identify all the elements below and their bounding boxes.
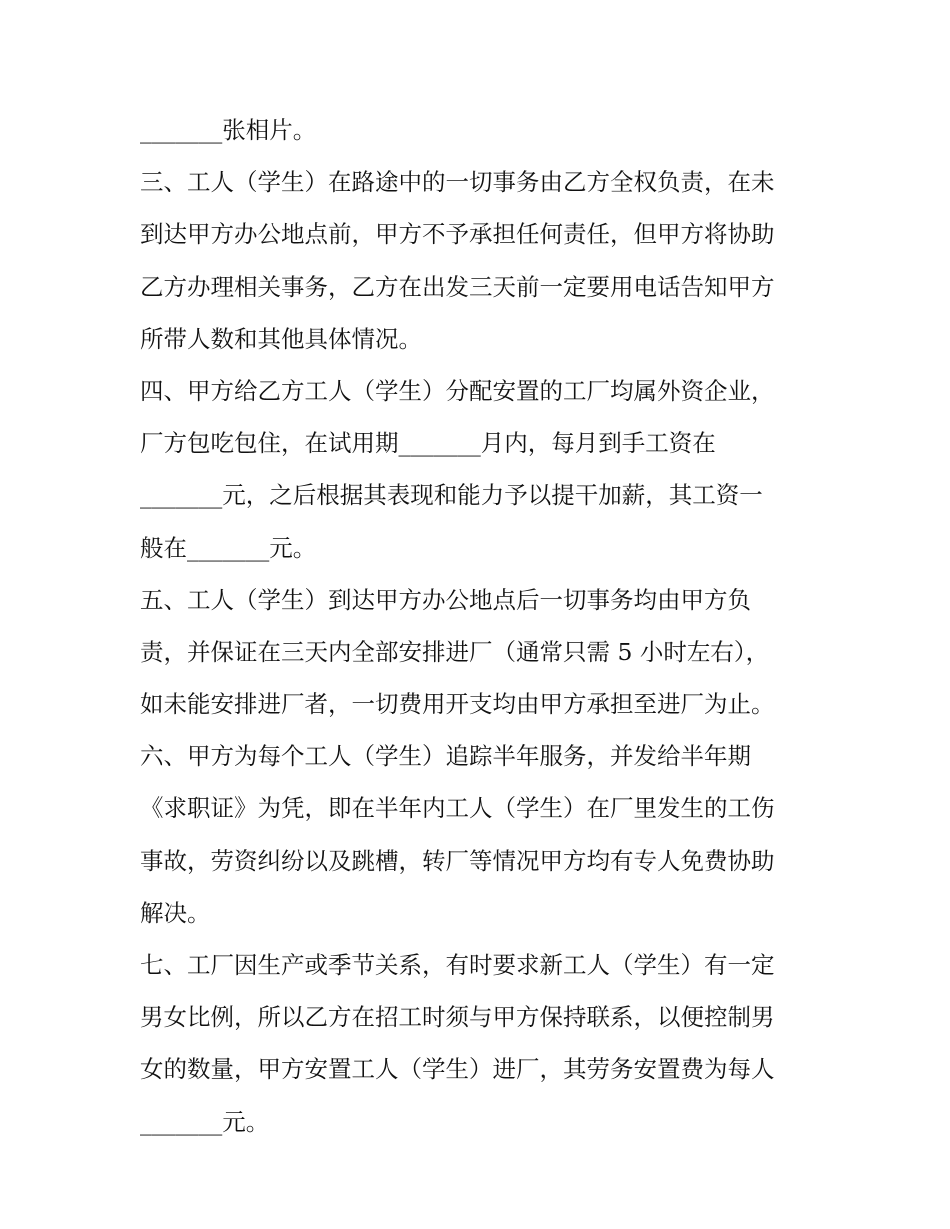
text-line: 责，并保证在三天内全部安排进厂（通常只需 5 小时左右）， (140, 637, 770, 666)
text-line: 到达甲方办公地点前，甲方不予承担任何责任，但甲方将协助 (140, 220, 775, 249)
text-line: 男女比例，所以乙方在招工时须与甲方保持联系，以便控制男 (140, 1003, 775, 1032)
text-line: 四、甲方给乙方工人（学生）分配安置的工厂均属外资企业， (140, 376, 775, 405)
text-line: 乙方办理相关事务，乙方在出发三天前一定要用电话告知甲方 (140, 272, 775, 301)
text-line: _______元。 (140, 1107, 270, 1136)
text-line: 事故，劳资纠纷以及跳槽，转厂等情况甲方均有专人免费协助 (140, 846, 775, 875)
text-line: 七、工厂因生产或季节关系，有时要求新工人（学生）有一定 (140, 951, 775, 979)
text-line: 五、工人（学生）到达甲方办公地点后一切事务均由甲方负 (140, 585, 751, 614)
text-line: 般在_______元。 (140, 533, 317, 562)
text-line: _______张相片。 (140, 116, 317, 144)
text-line: 厂方包吃包住，在试用期_______月内，每月到手工资在 (140, 429, 716, 458)
text-line: 六、甲方为每个工人（学生）追踪半年服务，并发给半年期 (140, 742, 751, 771)
text-line: 《求职证》为凭，即在半年内工人（学生）在厂里发生的工伤 (140, 794, 775, 823)
document-body (140, 104, 820, 1148)
text-line: 解决。 (140, 898, 211, 927)
text-line: 如未能安排进厂者，一切费用开支均由甲方承担至进厂为止。 (140, 690, 775, 719)
text-line: 三、工人（学生）在路途中的一切事务由乙方全权负责，在未 (140, 168, 775, 197)
text-line: 女的数量，甲方安置工人（学生）进厂，其劳务安置费为每人 (140, 1055, 775, 1084)
text-line: _______元，之后根据其表现和能力予以提干加薪，其工资一 (140, 481, 763, 510)
text-line: 所带人数和其他具体情况。 (140, 324, 422, 353)
